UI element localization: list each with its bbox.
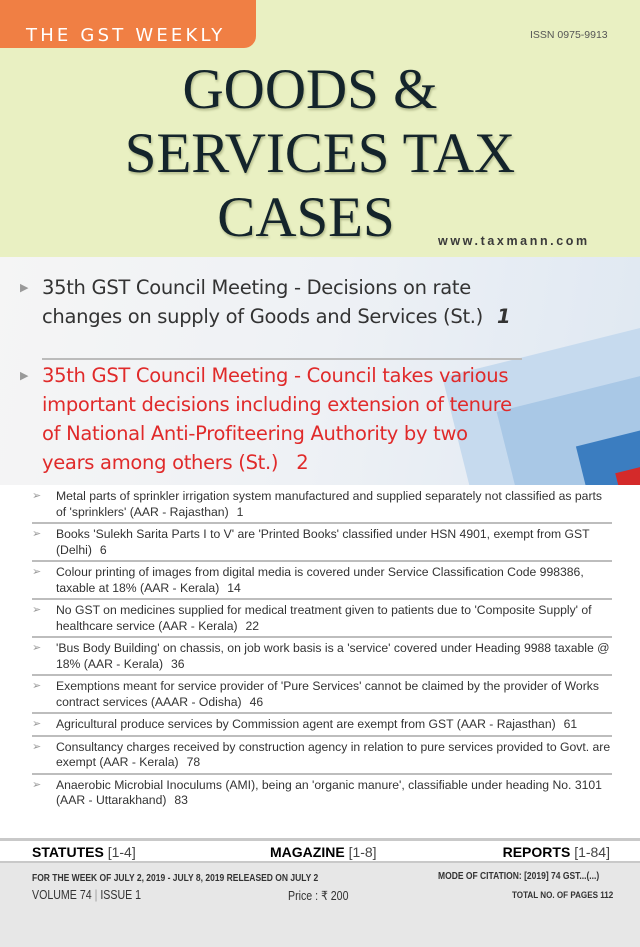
arrow-bullet-icon: ➢ bbox=[32, 680, 42, 692]
arrow-bullet-icon: ➢ bbox=[32, 566, 42, 578]
divider bbox=[42, 358, 522, 360]
headline[interactable] bbox=[20, 273, 511, 331]
section-statutes[interactable] bbox=[32, 844, 136, 860]
list-item[interactable] bbox=[32, 602, 612, 638]
price: Price : ₹ 200 bbox=[288, 889, 349, 903]
list-item[interactable] bbox=[32, 716, 612, 737]
headline-line: important decisions including extension of tenure bbox=[42, 393, 512, 416]
section-range: [1-4] bbox=[107, 844, 136, 860]
list-item[interactable] bbox=[32, 526, 612, 562]
item-text: Exemptions meant for service provider of 'Pure Services' cannot be claimed by the provider of Works contract services (AAAR - Odisha) bbox=[56, 679, 599, 709]
page-number: 46 bbox=[249, 694, 264, 709]
item-text: Consultancy charges received by construction agency in relation to pure services provided to Govt. are exempt (AAR - Kerala) bbox=[56, 739, 611, 769]
headline-line: 35th GST Council Meeting - Decisions on rate bbox=[42, 276, 471, 299]
total-pages: TOTAL NO. OF PAGES 112 bbox=[512, 890, 614, 901]
arrow-bullet-icon: ➢ bbox=[32, 490, 42, 502]
item-text: Anaerobic Microbial Inoculums (AMI), being an 'organic manure', classifiable under heading No. 3101 (AAR - Uttarakhand) bbox=[56, 777, 602, 807]
list-item[interactable] bbox=[32, 488, 612, 524]
arrow-bullet-icon: ➢ bbox=[32, 740, 42, 753]
page-number: 1 bbox=[497, 305, 511, 328]
triangle-bullet-icon: ▶ bbox=[20, 281, 29, 294]
section-label: MAGAZINE bbox=[270, 844, 345, 860]
list-item[interactable] bbox=[32, 678, 612, 714]
volume: VOLUME 74 bbox=[32, 888, 92, 902]
page-number: 36 bbox=[171, 656, 185, 671]
arrow-bullet-icon: ➢ bbox=[32, 718, 42, 730]
list-item[interactable] bbox=[32, 564, 612, 600]
page-number: 2 bbox=[296, 451, 309, 474]
item-text: Colour printing of images from digital media is covered under Service Classification Code 998386, taxable at 18% (AAR - Kerala) bbox=[56, 565, 584, 595]
citation: MODE OF CITATION: [2019] 74 GST...(...) bbox=[438, 871, 600, 882]
headline-line: of National Anti-Profiteering Authority by two bbox=[42, 422, 468, 445]
page-number: 83 bbox=[174, 793, 188, 807]
headline-line: years among others (St.) bbox=[42, 451, 279, 474]
section-magazine[interactable] bbox=[270, 844, 377, 860]
page-number: 22 bbox=[245, 618, 260, 633]
sections-bar bbox=[0, 838, 640, 863]
section-range: [1-8] bbox=[348, 844, 377, 860]
page-number: 1 bbox=[236, 504, 244, 519]
section-range: [1-84] bbox=[574, 844, 610, 860]
page-number: 61 bbox=[563, 717, 578, 731]
page-number: 6 bbox=[99, 542, 107, 557]
volume-issue: VOLUME 74 | ISSUE 1 bbox=[32, 888, 142, 902]
headline-line: changes on supply of Goods and Services (St.) bbox=[42, 305, 483, 328]
week-info: FOR THE WEEK OF JULY 2, 2019 - JULY 8, 2019 RELEASED ON JULY 2 bbox=[32, 873, 319, 884]
website: www.taxmann.com bbox=[438, 234, 590, 248]
headlines-section bbox=[0, 257, 640, 485]
section-reports[interactable] bbox=[503, 844, 610, 860]
title-line: SERVICES TAX bbox=[124, 122, 516, 185]
triangle-bullet-icon: ▶ bbox=[20, 369, 29, 382]
series-name: THE GST WEEKLY bbox=[26, 25, 226, 46]
list-item[interactable] bbox=[32, 640, 612, 676]
contents-list bbox=[32, 488, 612, 813]
title-line: CASES bbox=[217, 186, 395, 249]
item-text: Metal parts of sprinkler irrigation system manufactured and supplied separately not classified as parts of 'sprinklers' (AAR - Rajasthan) bbox=[56, 489, 602, 519]
item-text: Agricultural produce services by Commission agent are exempt from GST (AAR - Rajasthan) bbox=[56, 717, 556, 731]
item-text: 'Bus Body Building' on chassis, on job work basis is a 'service' covered under Heading 9988 taxable @ 18% (AAR - Kerala) bbox=[56, 641, 610, 671]
arrow-bullet-icon: ➢ bbox=[32, 528, 42, 540]
section-label: REPORTS bbox=[502, 844, 571, 860]
page-number: 78 bbox=[186, 755, 201, 769]
list-item[interactable] bbox=[32, 777, 612, 811]
headline-line: 35th GST Council Meeting - Council takes various bbox=[42, 364, 509, 387]
item-text: No GST on medicines supplied for medical treatment given to patients due to 'Composite Supply' of healthcare service (AAR - Kerala) bbox=[56, 603, 592, 633]
issn: ISSN 0975-9913 bbox=[530, 29, 608, 41]
arrow-bullet-icon: ➢ bbox=[32, 778, 42, 791]
page-number: 14 bbox=[227, 580, 241, 595]
issue: ISSUE 1 bbox=[100, 888, 142, 902]
arrow-bullet-icon: ➢ bbox=[32, 642, 42, 654]
arrow-bullet-icon: ➢ bbox=[32, 604, 42, 616]
series-tab bbox=[0, 0, 256, 48]
section-label: STATUTES bbox=[32, 844, 104, 860]
headline[interactable] bbox=[20, 361, 512, 477]
item-text: Books 'Sulekh Sarita Parts I to V' are 'Printed Books' classified under HSN 4901, exempt from GST (Delhi) bbox=[56, 527, 590, 557]
footer bbox=[0, 863, 640, 947]
title-line: GOODS & bbox=[182, 58, 438, 121]
masthead bbox=[0, 0, 640, 257]
list-item[interactable] bbox=[32, 739, 612, 775]
